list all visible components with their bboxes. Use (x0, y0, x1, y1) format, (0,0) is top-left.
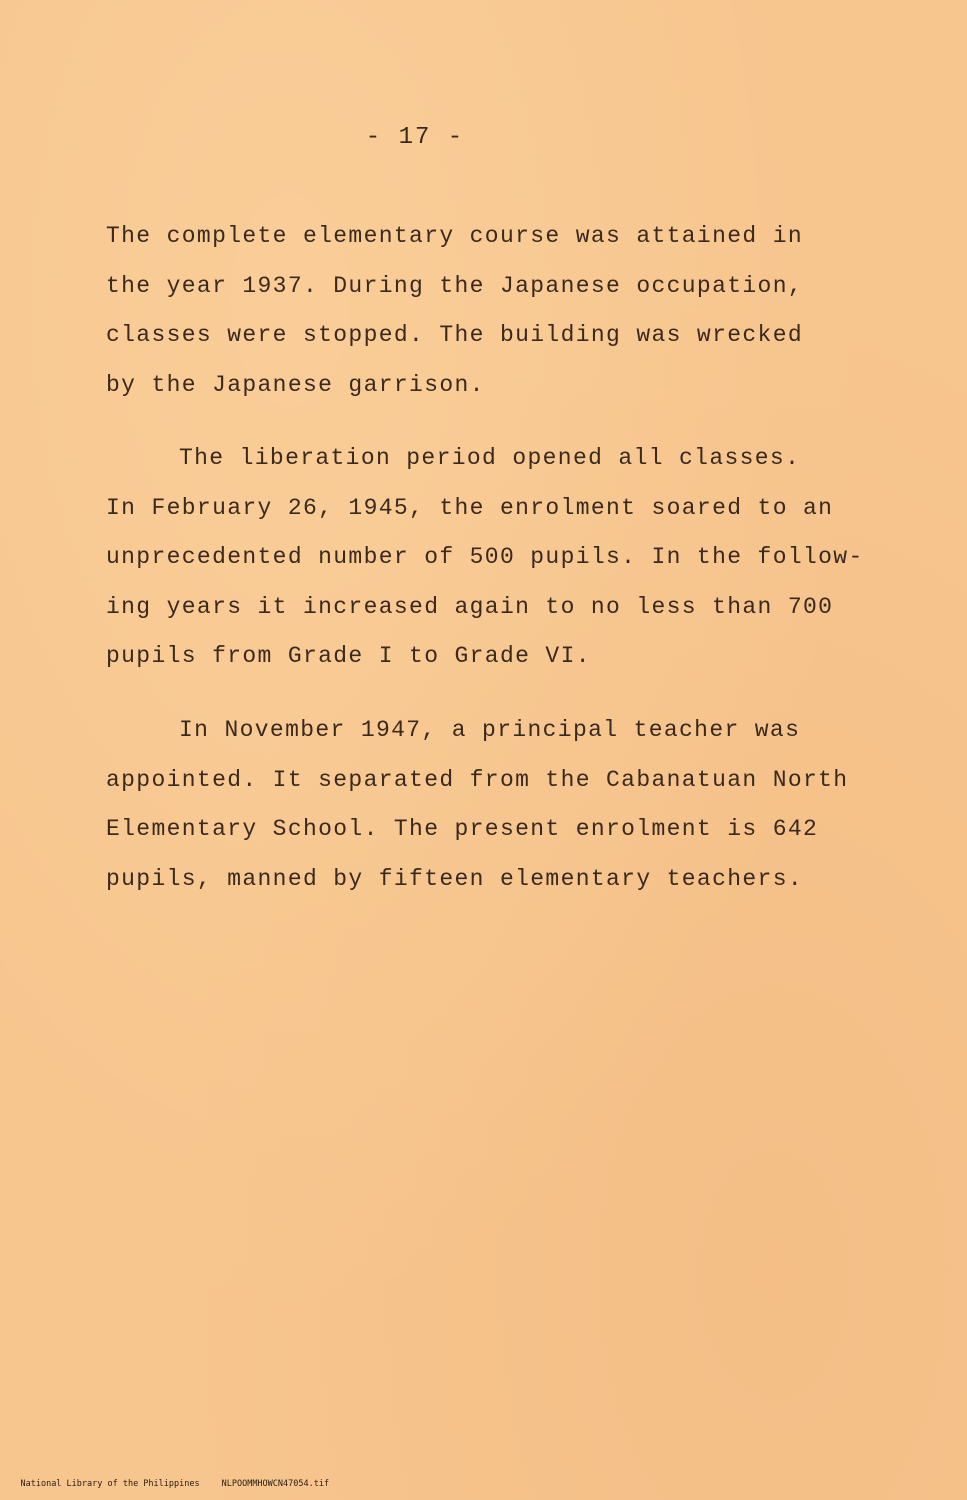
paragraph-line: classes were stopped. The building was wrecked (106, 322, 804, 348)
paragraph-1 (106, 212, 846, 410)
paragraph-line: ing years it increased again to no less than 700 (106, 593, 834, 620)
page-number: - 17 - (365, 124, 465, 151)
paragraph-line: The liberation period opened all classes. (179, 445, 801, 471)
paragraph-line: The complete elementary course was attained in (106, 223, 804, 249)
paragraph-2 (106, 434, 864, 682)
footer-filename: NLPOOMMHOWCN47054.tif (221, 1479, 330, 1489)
paragraph-line: unprecedented number of 500 pupils. In the follow- (106, 544, 864, 570)
scan-footer (0, 1469, 351, 1499)
paragraph-line: pupils, manned by fifteen elementary teachers. (106, 865, 804, 892)
paragraph-3 (106, 706, 849, 904)
paragraph-line: appointed. It separated from the Cabanatuan North (106, 766, 849, 793)
paragraph-line: In November 1947, a principal teacher was (179, 717, 801, 743)
paragraph-line: In February 26, 1945, the enrolment soared to an (106, 494, 834, 521)
paragraph-line: by the Japanese garrison. (106, 371, 485, 398)
paragraph-line: Elementary School. The present enrolment is 642 (106, 816, 819, 842)
paragraph-line: the year 1937. During the Japanese occupation, (106, 272, 804, 299)
paragraph-line: pupils from Grade I to Grade VI. (106, 643, 591, 669)
footer-source: National Library of the Philippines (20, 1479, 200, 1489)
